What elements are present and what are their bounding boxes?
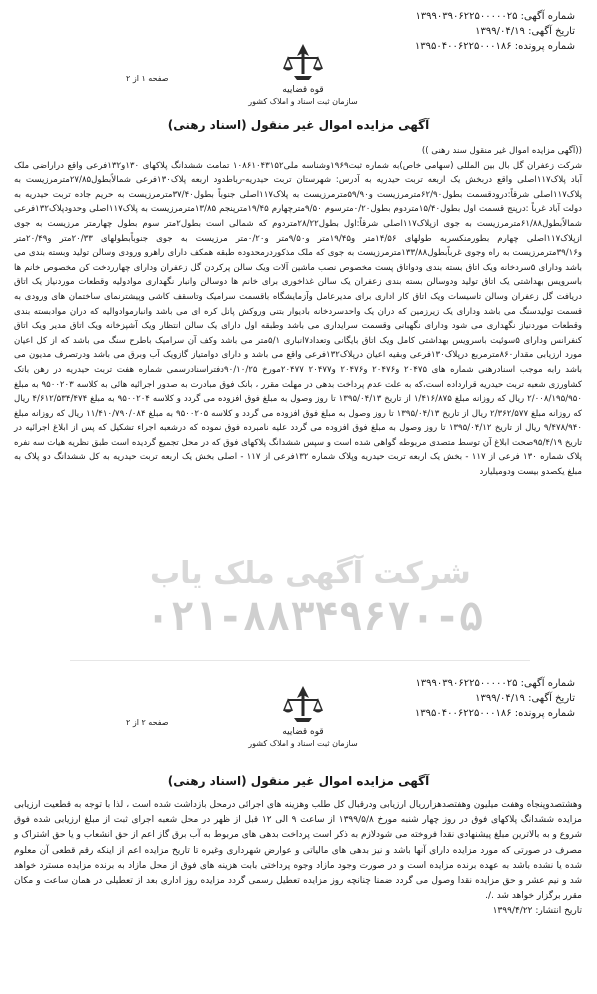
ad-number: شماره آگهی: ۱۳۹۹۰۳۹۰۶۲۲۵۰۰۰۰۰۲۵ [415,678,575,689]
notice1-paragraph: شرکت زعفران گل بال بین المللی (سهامی خاص)به شماره ثبت۱۹۶۹وشناسه ملی۱۰۸۶۱۰۴۳۱۵۲ تمامت ششدانگ پلاکهای ۱۳۰و۱۳۲فرعی واقع دراراضی ملک آباد پلاک۱۱۷اصلی واقع دربخش یک اربعه تربت حیدریه به آدرس: شهرستان تربت حیدریه-رباطدود اربعه پلاک۱۳۰فرعی شمالاًبطول۲۷/۸۵مترمرزیست به پلاک۱۱۷اصلی شرقاً:درودقسمت بطول۶۲/۹۰مترمرزیست و۵۹/۹۰مترمرزیست به پلاک۱۱۷اصلی جنوباً بطول۳۷/۴۰مترمرزیست به حریم جاده تربت حیدریه به دولت آباد غرباً :درپنج قسمت اول بطول۱۵/۴۰متردوم بطول۰/۲۰مترسوم ۹/۵۰مترچهارم ۱۹/۴۵مترپنجم ۱۳/۸۵مترمرزیست به پلاک۱۱۷اصلی وحدودپلاک۱۳۲فرعی شمالاًبطول۶۱/۸۸مترمرزیست به جوی ازپلاک۱۱۷اصلی شرقاً:اول بطول۲۸/۲۲متردوم که شمالی است بطول۲متر سوم بطول چهارمتر مرزیست به جوی ازپلاک۱۱۷اصلی چهارم بطورمنکسربه طولهای ۱۴/۵۶متر و۱۹/۴۵متر و۹/۵۰متر و۰/۲۰متر مرزیست به جوی جنوباًبطولهای ۲۰/۳۳متر و۲۰/۴۹متر و۳۹/۱۶مترمرزیست به راه وجوی غرباًبطول۱۳۳/۸۸مترمرزیست به جوی که ملک مذکوردرمحدوده طبقه همکف دارای راهرو ورودی وسالن تولید وبسته بندی می باشد ودارای ۵سردخانه ویک اتاق بسته بندی ودواتاق پست مخصوص نصب ماشین آلات ویک سالن پرکردن گل زعفران ودارای چهارردخت کن مخصوص خانم ها باسرویس بهداشتی یک اتاق تولید ودوسالن بسته بندی زعفران یک سالن غذاخوری برای خانم ها دوسالن وانبار نگهداری موادولیه وقطعات موردنیاز یک اتاق دریافت گل زعفران وسالن تاسیسات ویک اتاق کار اداری برای مدیرعامل وآزمایشگاه باقسمت سرامیک وتاسقف کاشی وپیشترنمای ساختمان های ورودی به قسمت تولیدسنگ می باشد ودارای یک زیرزمین که دران یک واحدسردخانه بادیوار بتنی وروکش پانل کره ای می باشد وانبارموادوالیه که دران موادبسته بندی وقطعات موردنیاز نگهداری می شود ودارای نگهبانی وقسمت سرایداری می باشد وطبقه اول دارای یک سالن انتظار ویک آشپزخانه ویک اتاق مدیر ویک اتاق کنفرانس ودارای ۵سوئیت باسرویس بهداشتی کامل ویک اتاق بایگانی وتعداد۷انباری ۵/۱متر می باشد وکف آن سرامیک باطرح سنگ می باشد که از کل اعیان مورد ارزیابی مقدار۸۶۰مترمربع درپلاک۱۳۰فرعی وبقیه اعیان درپلاک۱۳۲فرعی واقع می باشد و دارای دوامتیاز گازویک آب وبرق می باشد ودرتصرف مدیون می باشد رابه موجب اسنادرهنی شماره های ۲۰۴۷۵ و۲۰۴۷۶ و۲۰۴۷۶ و۲۰۴۷۷ ۲۰۴۷۷مورخ ۹۰/۱۰/۲۵دفتراسنادرسمی شماره هفت تربت حیدریه در رهن بانک کشاورزی شعبه تربت حیدریه قرارداده است،که به علت عدم پرداخت بدهی در مهلت مقرر ، بانک فوق مبادرت به صدور اجرائیه هائی به کلاسه ۹۵۰۰۲۰۳ به مبلغ ۲/۰۰۸/۱۹۵/۹۵۰ ریال که روزانه مبلغ ۱/۴۱۶/۸۷۵ از تاریخ ۱۳۹۵/۰۴/۱۳ تا روز وصول به مبلغ فوق افزوده می گردد و کلاسه ۹۵۰۰۲۰۴ به مبلغ ۴/۶۱۲/۵۳۴/۴۷۴ ریال که روزانه مبلغ ۲/۳۶۲/۵۷۷ ریال از تاریخ ۱۳۹۵/۰۴/۱۳ تا روز وصول به مبلغ فوق افزوده می گردد و کلاسه ۹۵۰۰۲۰۵ به مبلغ ۱۱/۴۱۰/۷۹۰/۰۸۴ ریال که روزانه مبلغ ۹/۴۷۸/۹۴۰ ریال از تاریخ ۱۳۹۵/۰۴/۱۲ تا روز وصول به مبلغ فوق افزوده می گردد علیه نامبرده فوق نموده که درشعبه اجراء تشکیل که پس از ابلاغ اجرائیه در تاریخ ۹۵/۴/۱۹صحت ابلاغ آن توسط متصدی مربوطه گواهی شده است و سپس ششدانگ پلاکهای فوق که در محل تجمیع گردیده است طبق نظریه هیات سه نفره پلاک شماره ۱۳۰ فرعی از ۱۱۷ - بخش یک اربعه تربت حیدریه وپلاک شماره ۱۳۲فرعی از ۱۱۷ - اصلی بخش یک اربعه تربت حیدریه به کل ششدانگ دو پلاک به مبلغ یکصدو بیست ودومیلیارد [14,160,583,478]
notice2-title: آگهی مزایده اموال غیر منقول (اسناد رهنی) [167,774,430,788]
emblem-line2: سازمان ثبت اسناد و املاک کشور [248,97,358,106]
emblem-line1: قوه قضاییه [282,727,324,737]
notice1-page-number: صفحه ۱ از ۲ [126,74,169,83]
judiciary-emblem-icon [280,682,326,726]
notice2-page-number: صفحه ۲ از ۲ [126,718,169,727]
notice1-header [415,9,575,54]
notice2-paragraph: وهشتصدوپنجاه وهفت میلیون وهفتصدهزارریال ارزیابی ودرقبال کل طلب وهزینه های اجرائی درمحل بازداشت شده است ، لذا با توجه به قطعیت ارزیابی مزایده ششدانگ پلاکهای فوق در روز چهار شنبه مورخ ۱۳۹۹/۵/۸ از ساعت ۹ الی ۱۲ قبل از ظهر در محل شعبه اجرای ثبت از مبلغ ارزیابی شده فوق شروع و به بالاترین مبلغ پیشنهادی نقدا فروخته می شودلازم به ذکر است پرداخت بدهی های مربوط به آب برق گاز اعم از حق انشعاب و یا حق اشتراک و مصرف در صورتی که مورد مزایده دارای آنها باشد و نیز بدهی های مالیاتی و عوارض شهرداری وغیره تا تاریخ مزایده اعم از اینکه رقم قطعی آن معلوم شده یا نشده باشد به عهده برنده مزایده است و در صورت وجود مازاد وجوه پرداختی بابت هزینه های فوق از محل مازاد به برنده مزایده مسترد خواهد شد و نیم عشر و حق مزایده نقدا وصول می گردد ضمنا چنانچه روز مزایده تعطیل رسمی گردد مزایده روز اداری بعد از تعطیلی در همان ساعت و مکان مقرر برگزار خواهد شد ./. [14,800,582,902]
notice2-body [14,798,582,920]
notice2-emblem [228,682,378,749]
notice1-body [14,144,582,480]
watermark-text: شرکت آگهی ملک یاب [150,556,471,591]
ad-number: شماره آگهی: ۱۳۹۹۰۳۹۰۶۲۲۵۰۰۰۰۰۲۵ [415,11,575,22]
emblem-line1: قوه قضاییه [282,85,324,95]
notice2-header [415,676,575,721]
file-number: شماره پرونده: ۱۳۹۵۰۴۰۰۶۲۲۵۰۰۰۱۸۶ [414,708,575,719]
watermark-phone: ۰۲۱-۸۸۳۴۹۶۷۰-۵ [146,594,484,640]
emblem-line2: سازمان ثبت اسناد و املاک کشور [248,739,358,748]
ad-date: تاریخ آگهی: ۱۳۹۹/۰۴/۱۹ [475,693,575,704]
judiciary-emblem-icon [280,40,326,84]
separator [70,660,530,661]
publish-date: تاریخ انتشار: ۱۳۹۹/۴/۲۲ [492,906,582,917]
notice1-emblem [228,40,378,107]
notice1-title: آگهی مزایده اموال غیر منقول (اسناد رهنی) [167,118,430,132]
ad-date: تاریخ آگهی: ۱۳۹۹/۰۴/۱۹ [475,26,575,37]
notice1-paragraph: ((آگهی مزایده اموال غیر منقول سند رهنی )) [421,146,582,156]
file-number: شماره پرونده: ۱۳۹۵۰۴۰۰۶۲۲۵۰۰۰۱۸۶ [414,41,575,52]
